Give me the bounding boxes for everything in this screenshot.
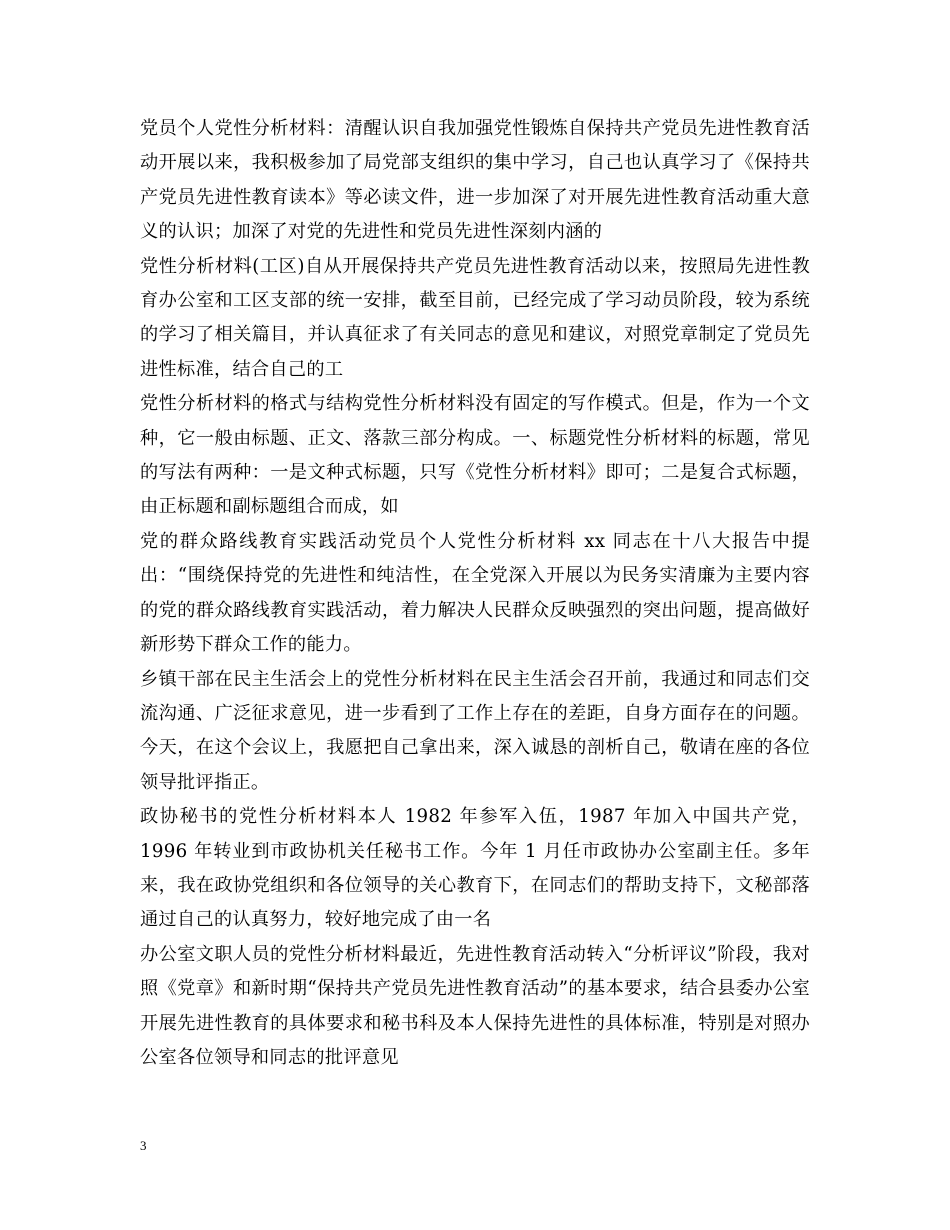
paragraph-5: 乡镇干部在民主生活会上的党性分析材料在民主生活会召开前，我通过和同志们交流沟通、广泛征求意见，进一步看到了工作上存在的差距，自身方面存在的问题。今天，在这个会议上，我愿把自己拿出来，深入诚恳的剖析自己，敬请在座的各位领导批评指正。 xyxy=(140,668,810,793)
document-body xyxy=(140,112,810,1075)
paragraph-1: 党员个人党性分析材料：清醒认识自我加强党性锻炼自保持共产党员先进性教育活动开展以来，我积极参加了局党部支组织的集中学习，自己也认真学习了《保持共产党员先进性教育读本》等必读文件，进一步加深了对开展先进性教育活动重大意义的认识；加深了对党的先进性和党员先进性深刻内涵的 xyxy=(140,118,810,243)
page-number: 3 xyxy=(140,1138,147,1153)
paragraph-6: 政协秘书的党性分析材料本人 1982 年参军入伍，1987 年加入中国共产党，1996 年转业到市政协机关任秘书工作。今年 1 月任市政协办公室副主任。多年来，我在政协党组织和各位领导的关心教育下，在同志们的帮助支持下，文秘部落 通过自己的认真努力，较好地完成了由一名 xyxy=(140,806,810,931)
paragraph-3: 党性分析材料的格式与结构党性分析材料没有固定的写作模式。但是，作为一个文种，它一般由标题、正文、落款三部分构成。一、标题党性分析材料的标题，常见的写法有两种：一是文种式标题，只写《党性分析材料》即可；二是复合式标题，由正标题和副标题组合而成，如 xyxy=(140,393,810,518)
paragraph-2: 党性分析材料(工区)自从开展保持共产党员先进性教育活动以来，按照局先进性教育办公室和工区支部的统一安排，截至目前，已经完成了学习动员阶段，较为系统的学习了相关篇目，并认真征求了有关同志的意见和建议，对照党章制定了党员先进性标准，结合自己的工 xyxy=(140,255,810,380)
paragraph-4: 党的群众路线教育实践活动党员个人党性分析材料 xx 同志在十八大报告中提出：“围绕保持党的先进性和纯洁性，在全党深入开展以为民务实清廉为主要内容的党的群众路线教育实践活动，着力解决人民群众反映强烈的突出问题，提高做好新形势下群众工作的能力。 xyxy=(140,530,810,656)
paragraph-7: 办公室文职人员的党性分析材料最近，先进性教育活动转入“分析评议”阶段，我对照《党章》和新时期“保持共产党员先进性教育活动”的基本要求，结合县委办公室开展先进性教育的具体要求和秘书科及本人保持先进性的具体标准，特别是对照办公室各位领导和同志的批评意见 xyxy=(140,943,810,1068)
